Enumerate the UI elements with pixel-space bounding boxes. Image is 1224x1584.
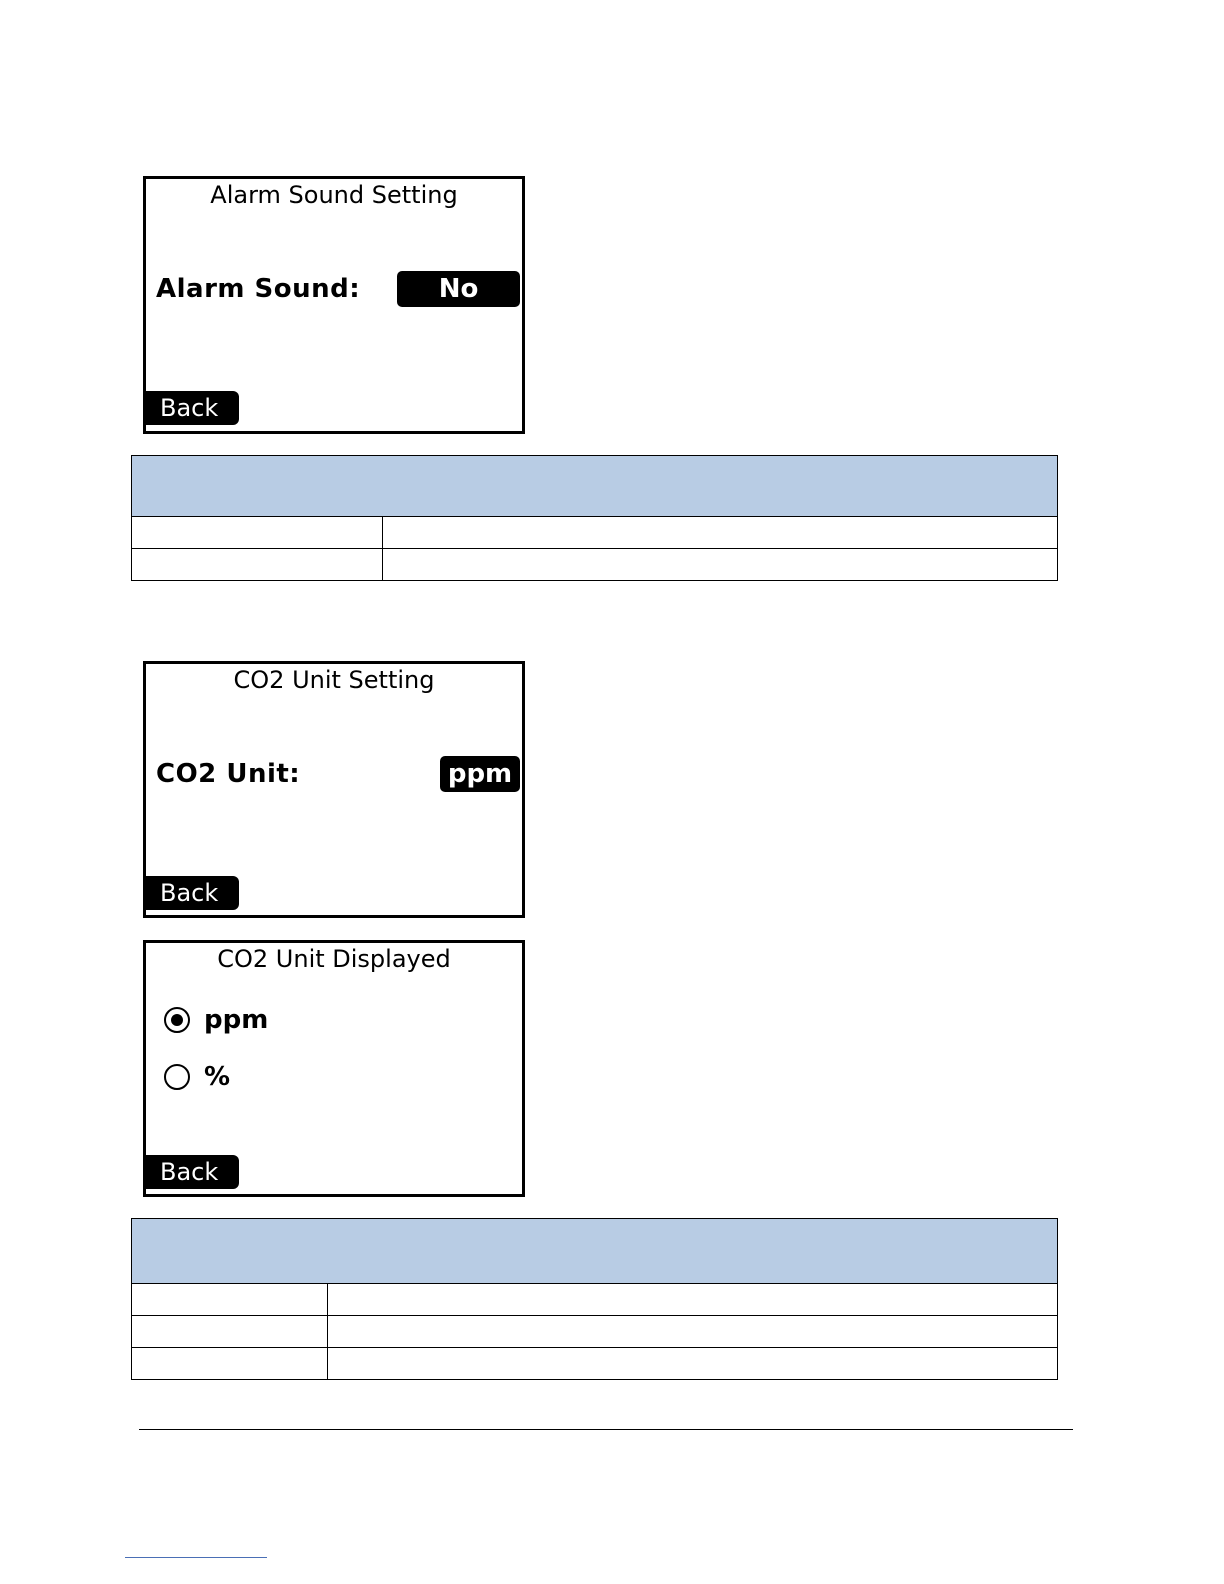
back-button[interactable]: Back — [146, 1155, 239, 1189]
table-row — [132, 1316, 1058, 1348]
co2-unit-displayed-screen — [143, 940, 525, 1197]
table-row — [132, 549, 1058, 581]
screen-title: Alarm Sound Setting — [210, 181, 458, 209]
table-cell — [383, 549, 1058, 581]
table-header — [132, 456, 1058, 517]
radio-option-ppm[interactable] — [164, 1005, 268, 1035]
table-cell — [328, 1284, 1058, 1316]
table-cell — [328, 1316, 1058, 1348]
table-header — [132, 1219, 1058, 1284]
co2-unit-label: CO2 Unit: — [156, 759, 301, 789]
table-cell — [328, 1348, 1058, 1380]
table-row — [132, 1284, 1058, 1316]
table-cell — [383, 517, 1058, 549]
table-cell — [132, 517, 383, 549]
co2-unit-value[interactable]: ppm — [440, 756, 520, 792]
footer-divider — [139, 1429, 1073, 1430]
back-button[interactable]: Back — [146, 391, 239, 425]
radio-unselected-icon — [164, 1064, 190, 1090]
table-row — [132, 517, 1058, 549]
back-button[interactable]: Back — [146, 876, 239, 910]
alarm-sound-value[interactable]: No — [397, 271, 520, 307]
table-cell — [132, 549, 383, 581]
radio-label: ppm — [204, 1005, 269, 1035]
table-cell — [132, 1348, 328, 1380]
screen-title: CO2 Unit Setting — [233, 666, 435, 694]
table-cell — [132, 1284, 328, 1316]
alarm-sound-label: Alarm Sound: — [156, 274, 361, 304]
radio-label: % — [204, 1062, 231, 1092]
table-row — [132, 1348, 1058, 1380]
screen-title: CO2 Unit Displayed — [217, 945, 451, 973]
footer-link-underline — [125, 1557, 267, 1558]
settings-table-1 — [131, 455, 1058, 581]
co2-unit-setting-screen — [143, 661, 525, 918]
radio-option-percent[interactable] — [164, 1062, 230, 1092]
settings-table-2 — [131, 1218, 1058, 1380]
table-cell — [132, 1316, 328, 1348]
radio-selected-icon — [164, 1007, 190, 1033]
alarm-sound-screen — [143, 176, 525, 434]
